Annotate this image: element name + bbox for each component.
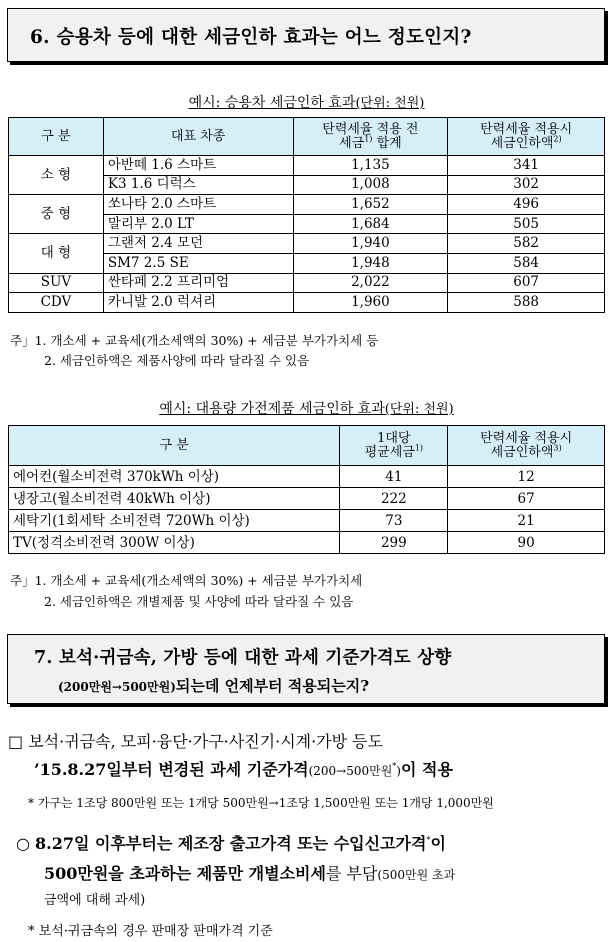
model-cell: 카니발 2.0 럭셔리 — [103, 293, 293, 313]
cut-cell: 21 — [448, 510, 605, 532]
group-small: 소 형 — [9, 156, 104, 195]
cut-cell: 67 — [448, 488, 605, 510]
before-cell: 1,940 — [293, 234, 448, 254]
paragraph-2-line1: ○ 8.27일 이후부터는 제조장 출고가격 또는 수입신고가격*이 — [16, 834, 446, 853]
table2-note-2: 2. 세금인하액은 개별제품 및 사양에 따라 달라질 수 있음 — [44, 594, 354, 609]
paragraph-2-note: * 보석·귀금속의 경우 판매장 판매가격 기준 — [28, 924, 273, 939]
cut-cell: 496 — [448, 195, 605, 215]
table1-caption: 예시: 승용차 세금인하 효과(단위: 천원) — [188, 95, 425, 111]
question-7-title-line2: (200만원→500만원)되는데 언제부터 적용되는지? — [58, 677, 370, 695]
question-6-box — [7, 8, 605, 62]
before-cell: 1,960 — [293, 293, 448, 313]
table1-note-2: 2. 세금인하액은 제품사양에 따라 달라질 수 있음 — [44, 353, 310, 368]
table1-note-1: 주」1. 개소세 + 교육세(개소세액의 30%) + 세금분 부가가치세 등 — [10, 333, 379, 348]
model-cell: 싼타페 2.2 프리미엄 — [103, 273, 293, 293]
table-row — [9, 156, 605, 176]
paragraph-2-line3: 금액에 대해 과세) — [44, 893, 146, 908]
table-row — [9, 293, 605, 313]
table-row — [9, 510, 605, 532]
cut-cell: 302 — [448, 175, 605, 195]
cut-cell: 341 — [448, 156, 605, 176]
col-cut: 탄력세율 적용시 세금인하액$^{3)}$ — [448, 426, 605, 466]
paragraph-1-note: * 가구는 1조당 800만원 또는 1개당 500만원→1조당 1,500만원 또는 1개당 1,000만원 — [28, 796, 494, 810]
model-cell: 아반떼 1.6 스마트 — [103, 156, 293, 176]
before-cell: 1,135 — [293, 156, 448, 176]
cut-cell: 588 — [448, 293, 605, 313]
avg-cell: 41 — [340, 466, 448, 488]
table-row — [9, 195, 605, 215]
table-header-row — [9, 118, 605, 156]
col-model: 대표 차종 — [103, 118, 293, 156]
before-cell: 1,008 — [293, 175, 448, 195]
model-cell: SM7 2.5 SE — [103, 253, 293, 273]
paragraph-1-line1: □ 보석·귀금속, 모피·융단·가구·사진기·시계·가방 등도 — [8, 732, 384, 751]
cut-cell: 607 — [448, 273, 605, 293]
before-cell: 2,022 — [293, 273, 448, 293]
cut-cell: 584 — [448, 253, 605, 273]
group-suv: SUV — [9, 273, 104, 293]
table-row — [9, 488, 605, 510]
cut-cell: 505 — [448, 214, 605, 234]
group-large: 대 형 — [9, 234, 104, 273]
paragraph-2-line2: 500만원을 초과하는 제품만 개별소비세를 부담(500만원 초과 — [44, 864, 456, 883]
appliance-tax-table — [8, 425, 605, 554]
cut-cell: 582 — [448, 234, 605, 254]
avg-cell: 299 — [340, 532, 448, 554]
item-cell: 냉장고(월소비전력 40kWh 이상) — [9, 488, 340, 510]
item-cell: 에어컨(월소비전력 370kWh 이상) — [9, 466, 340, 488]
group-mid: 중 형 — [9, 195, 104, 234]
question-6-title: 6. 승용차 등에 대한 세금인하 효과는 어느 정도인지? — [30, 27, 472, 48]
col-class: 구 분 — [9, 426, 340, 466]
question-7-title-line1: 7. 보석·귀금속, 가방 등에 대한 과세 기준가격도 상향 — [34, 648, 452, 668]
table2-caption: 예시: 대용량 가전제품 세금인하 효과(단위: 천원) — [159, 401, 454, 417]
table2-note-1: 주」1. 개소세 + 교육세(개소세액의 30%) + 세금분 부가가치세 — [10, 573, 363, 588]
cut-cell: 12 — [448, 466, 605, 488]
col-cut: 탄력세율 적용시 세금인하액$^{2)}$ — [448, 118, 605, 156]
model-cell: 쏘나타 2.0 스마트 — [103, 195, 293, 215]
avg-cell: 222 — [340, 488, 448, 510]
item-cell: TV(정격소비전력 300W 이상) — [9, 532, 340, 554]
paragraph-1-line2: ’15.8.27일부터 변경된 과세 기준가격(200→500만원*)이 적용 — [34, 760, 453, 779]
before-cell: 1,948 — [293, 253, 448, 273]
car-tax-table — [8, 117, 605, 313]
avg-cell: 73 — [340, 510, 448, 532]
before-cell: 1,684 — [293, 214, 448, 234]
table-row — [9, 466, 605, 488]
col-avg: 1대당 평균세금$^{1)}$ — [340, 426, 448, 466]
question-7-box — [7, 634, 605, 704]
before-cell: 1,652 — [293, 195, 448, 215]
col-before: 탄력세율 적용 전 세금$^{1)}$ 합계 — [293, 118, 448, 156]
model-cell: 그랜저 2.4 모던 — [103, 234, 293, 254]
item-cell: 세탁기(1회세탁 소비전력 720Wh 이상) — [9, 510, 340, 532]
table-header-row — [9, 426, 605, 466]
col-class: 구 분 — [9, 118, 104, 156]
table-row — [9, 273, 605, 293]
cut-cell: 90 — [448, 532, 605, 554]
model-cell: K3 1.6 디럭스 — [103, 175, 293, 195]
group-cdv: CDV — [9, 293, 104, 313]
table-row — [9, 234, 605, 254]
table-row — [9, 532, 605, 554]
model-cell: 말리부 2.0 LT — [103, 214, 293, 234]
